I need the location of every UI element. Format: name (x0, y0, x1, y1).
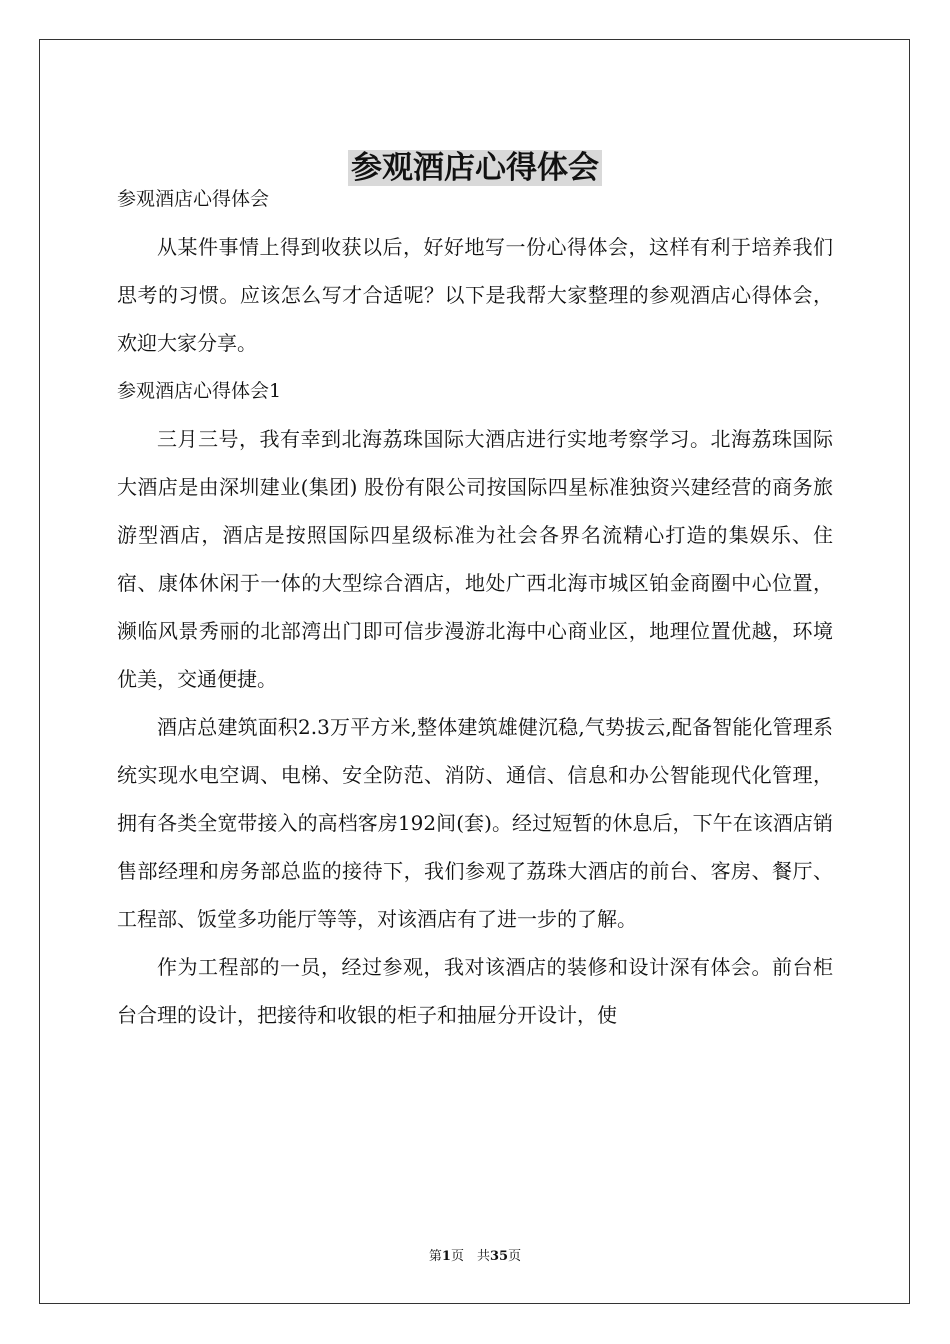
page-suffix: 页 (508, 1249, 522, 1264)
intro-paragraph: 从某件事情上得到收获以后，好好地写一份心得体会，这样有利于培养我们思考的习惯。应该怎么写才合适呢？以下是我帮大家整理的参观酒店心得体会，欢迎大家分享。 (117, 235, 833, 355)
body-paragraph-2: 酒店总建筑面积2.3万平方米,整体建筑雄健沉稳,气势拔云,配备智能化管理系统实现水电空调、电梯、安全防范、消防、通信、信息和办公智能现代化管理，拥有各类全宽带接入的高档客房192间(套)。经过短暂的休息后，下午在该酒店销售部经理和房务部总监的接待下，我们参观了荔珠大酒店的前台、客房、餐厅、工程部、饭堂多功能厅等等，对该酒店有了进一步的了解。 (117, 715, 833, 931)
page-mid: 页 共 (450, 1249, 490, 1264)
body-paragraph-1: 三月三号，我有幸到北海荔珠国际大酒店进行实地考察学习。北海荔珠国际大酒店是由深圳建业(集团) 股份有限公司按国际四星标准独资兴建经营的商务旅游型酒店，酒店是按照国际四星级标准为社会各界名流精心打造的集娱乐、住宿、康体休闲于一体的大型综合酒店，地处广西北海市城区铂金商圈中心位置，濒临风景秀丽的北部湾出门即可信步漫游北海中心商业区，地理位置优越，环境优美，交通便捷。 (117, 427, 833, 691)
section-heading: 参观酒店心得体会1 (117, 380, 282, 402)
page-total: 35 (489, 1249, 509, 1264)
document-body (117, 175, 833, 1039)
document-title-text: 参观酒店心得体会 (348, 150, 602, 186)
page-footer (0, 1245, 950, 1264)
page-current: 1 (441, 1249, 451, 1264)
document-subtitle: 参观酒店心得体会 (117, 188, 270, 210)
page-prefix: 第 (428, 1249, 442, 1264)
body-paragraph-3: 作为工程部的一员，经过参观，我对该酒店的装修和设计深有体会。前台柜台合理的设计，把接待和收银的柜子和抽屉分开设计，使 (117, 955, 833, 1027)
